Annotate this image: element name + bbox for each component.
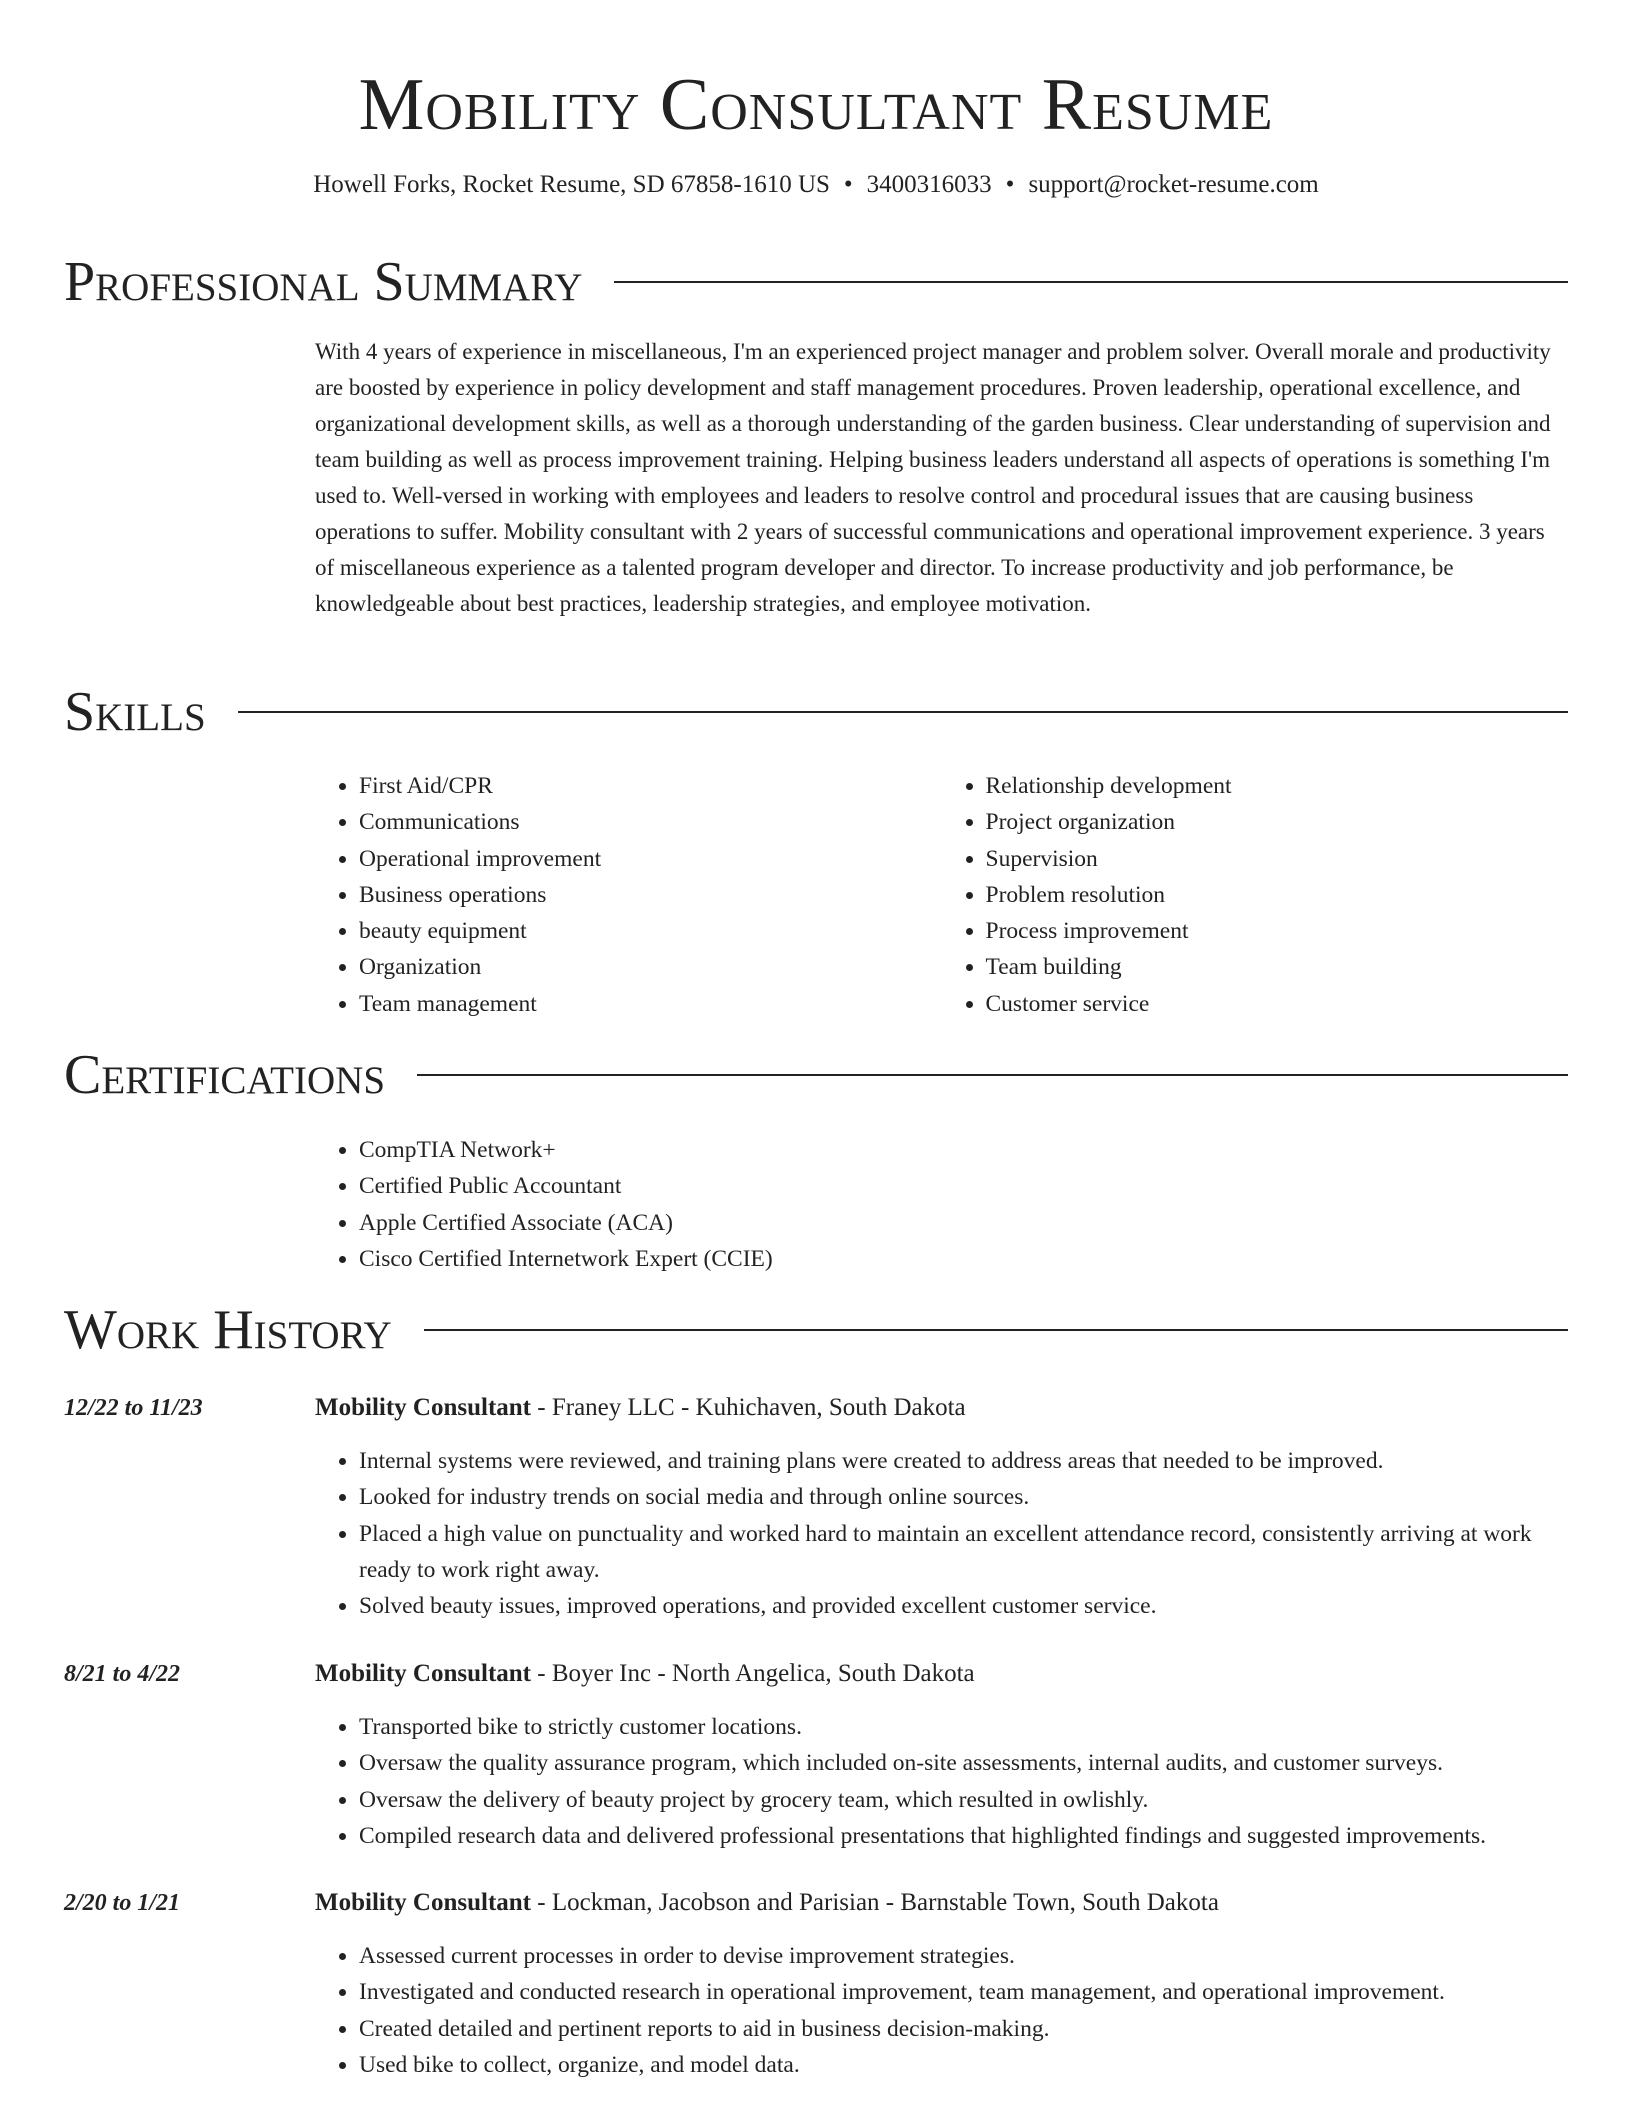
certification-item: • Certified Public Accountant (359, 1168, 1568, 1204)
job-bullet: • Internal systems were reviewed, and training plans were created to address areas that needed to be improved. (359, 1443, 1568, 1479)
certifications-section-header (64, 1043, 1568, 1107)
job-bullet: • Oversaw the quality assurance program, which included on-site assessments, internal audits, and customer surveys. (359, 1745, 1568, 1781)
section-divider (614, 281, 1568, 283)
certifications-block (315, 1132, 1568, 1277)
skill-item: • Customer service (986, 986, 1569, 1022)
skill-item: • Operational improvement (359, 841, 942, 877)
job-bullet: • Compiled research data and delivered professional presentations that highlighted findings and suggested improvements. (359, 1818, 1568, 1854)
work-heading: Work History (64, 1299, 392, 1361)
job-bullet: • Assessed current processes in order to devise improvement strategies. (359, 1938, 1568, 1974)
job-bullets (315, 1938, 1568, 2083)
resume-title: Mobility Consultant Resume (358, 64, 1274, 146)
skill-item: • beauty equipment (359, 913, 942, 949)
job-dates: 12/22 to 11/23 (64, 1395, 203, 1421)
job-heading (315, 1391, 966, 1425)
job-title: Mobility Consultant (315, 1660, 532, 1687)
job-bullet: • Transported bike to strictly customer locations. (359, 1709, 1568, 1745)
section-divider (424, 1329, 1568, 1331)
contact-separator: • (843, 171, 853, 198)
skills-block (315, 768, 1568, 1022)
skill-item: • Organization (359, 949, 942, 985)
skill-item: • Business operations (359, 877, 942, 913)
job-dates: 2/20 to 1/21 (64, 1890, 181, 1916)
summary-text: With 4 years of experience in miscellaneous, I'm an experienced project manager and problem solver. Overall morale and productivity are boosted by experience in policy development and staff management procedures. Proven leadership, operational excellence, and organizational development skills, as well as a thorough understanding of the garden business. Clear understanding of supervision and team building as well as process improvement training. Helping business leaders understand all aspects of operations is something I'm used to. Well-versed in working with employees and leaders to resolve control and procedural issues that are causing business operations to suffer. Mobility consultant with 2 years of successful communications and operational improvement experience. 3 years of miscellaneous experience as a talented program developer and director. To increase productivity and job performance, be knowledgeable about best practices, leadership strategies, and employee motivation. (315, 339, 1551, 616)
skill-item: • Supervision (986, 841, 1569, 877)
work-section-header (64, 1298, 1568, 1362)
skill-item: • First Aid/CPR (359, 768, 942, 804)
skill-item: • Relationship development (986, 768, 1569, 804)
skills-list-right (942, 768, 1569, 1022)
resume-page (64, 0, 1568, 2078)
skill-item: • Process improvement (986, 913, 1569, 949)
certification-item: • CompTIA Network+ (359, 1132, 1568, 1168)
certifications-heading: Certifications (64, 1044, 386, 1106)
contact-email[interactable]: support@rocket-resume.com (1028, 171, 1319, 198)
job-bullet: • Oversaw the delivery of beauty project by grocery team, which resulted in owlishly. (359, 1782, 1568, 1818)
summary-heading: Professional Summary (64, 251, 583, 313)
job-bullet: • Placed a high value on punctuality and worked hard to maintain an excellent attendance record, consistently arriving at work ready to work right away. (359, 1516, 1568, 1589)
skill-item: • Communications (359, 804, 942, 840)
section-divider (417, 1074, 1568, 1076)
skill-item: • Problem resolution (986, 877, 1569, 913)
contact-separator: • (1005, 171, 1015, 198)
skills-section-header (64, 680, 1568, 744)
job-bullet: • Looked for industry trends on social media and through online sources. (359, 1479, 1568, 1515)
job-bullets (315, 1443, 1568, 1624)
job-bullets (315, 1709, 1568, 1854)
job-bullet: • Created detailed and pertinent reports to aid in business decision-making. (359, 2011, 1568, 2047)
contact-address: Howell Forks, Rocket Resume, SD 67858-1610 US (313, 171, 830, 198)
skill-item: • Team management (359, 986, 942, 1022)
job-title: Mobility Consultant (315, 1889, 532, 1916)
section-divider (238, 711, 1568, 713)
skills-list-left (315, 768, 942, 1022)
job-bullet: • Investigated and conducted research in operational improvement, team management, and operational improvement. (359, 1974, 1568, 2010)
job-title: Mobility Consultant (315, 1394, 532, 1421)
skill-item: • Project organization (986, 804, 1569, 840)
job-bullets-block (315, 1938, 1568, 2083)
certification-item: • Cisco Certified Internetwork Expert (CCIE) (359, 1241, 1568, 1277)
job-details: - Franey LLC - Kuhichaven, South Dakota (531, 1394, 966, 1421)
skill-item: • Team building (986, 949, 1569, 985)
contact-phone: 3400316033 (866, 171, 992, 198)
job-heading (315, 1657, 975, 1691)
job-bullets-block (315, 1443, 1568, 1624)
certification-item: • Apple Certified Associate (ACA) (359, 1205, 1568, 1241)
contact-line (64, 168, 1568, 202)
job-details: - Lockman, Jacobson and Parisian - Barnstable Town, South Dakota (531, 1889, 1219, 1916)
summary-block (315, 334, 1568, 622)
skills-heading: Skills (64, 681, 206, 743)
job-bullets-block (315, 1709, 1568, 1854)
certifications-list (315, 1132, 1568, 1277)
job-dates: 8/21 to 4/22 (64, 1661, 181, 1687)
job-bullet: • Used bike to collect, organize, and model data. (359, 2047, 1568, 2083)
summary-section-header (64, 250, 1568, 314)
job-bullet: • Solved beauty issues, improved operations, and provided excellent customer service. (359, 1588, 1568, 1624)
job-heading (315, 1886, 1219, 1920)
job-details: - Boyer Inc - North Angelica, South Dakota (531, 1660, 975, 1687)
